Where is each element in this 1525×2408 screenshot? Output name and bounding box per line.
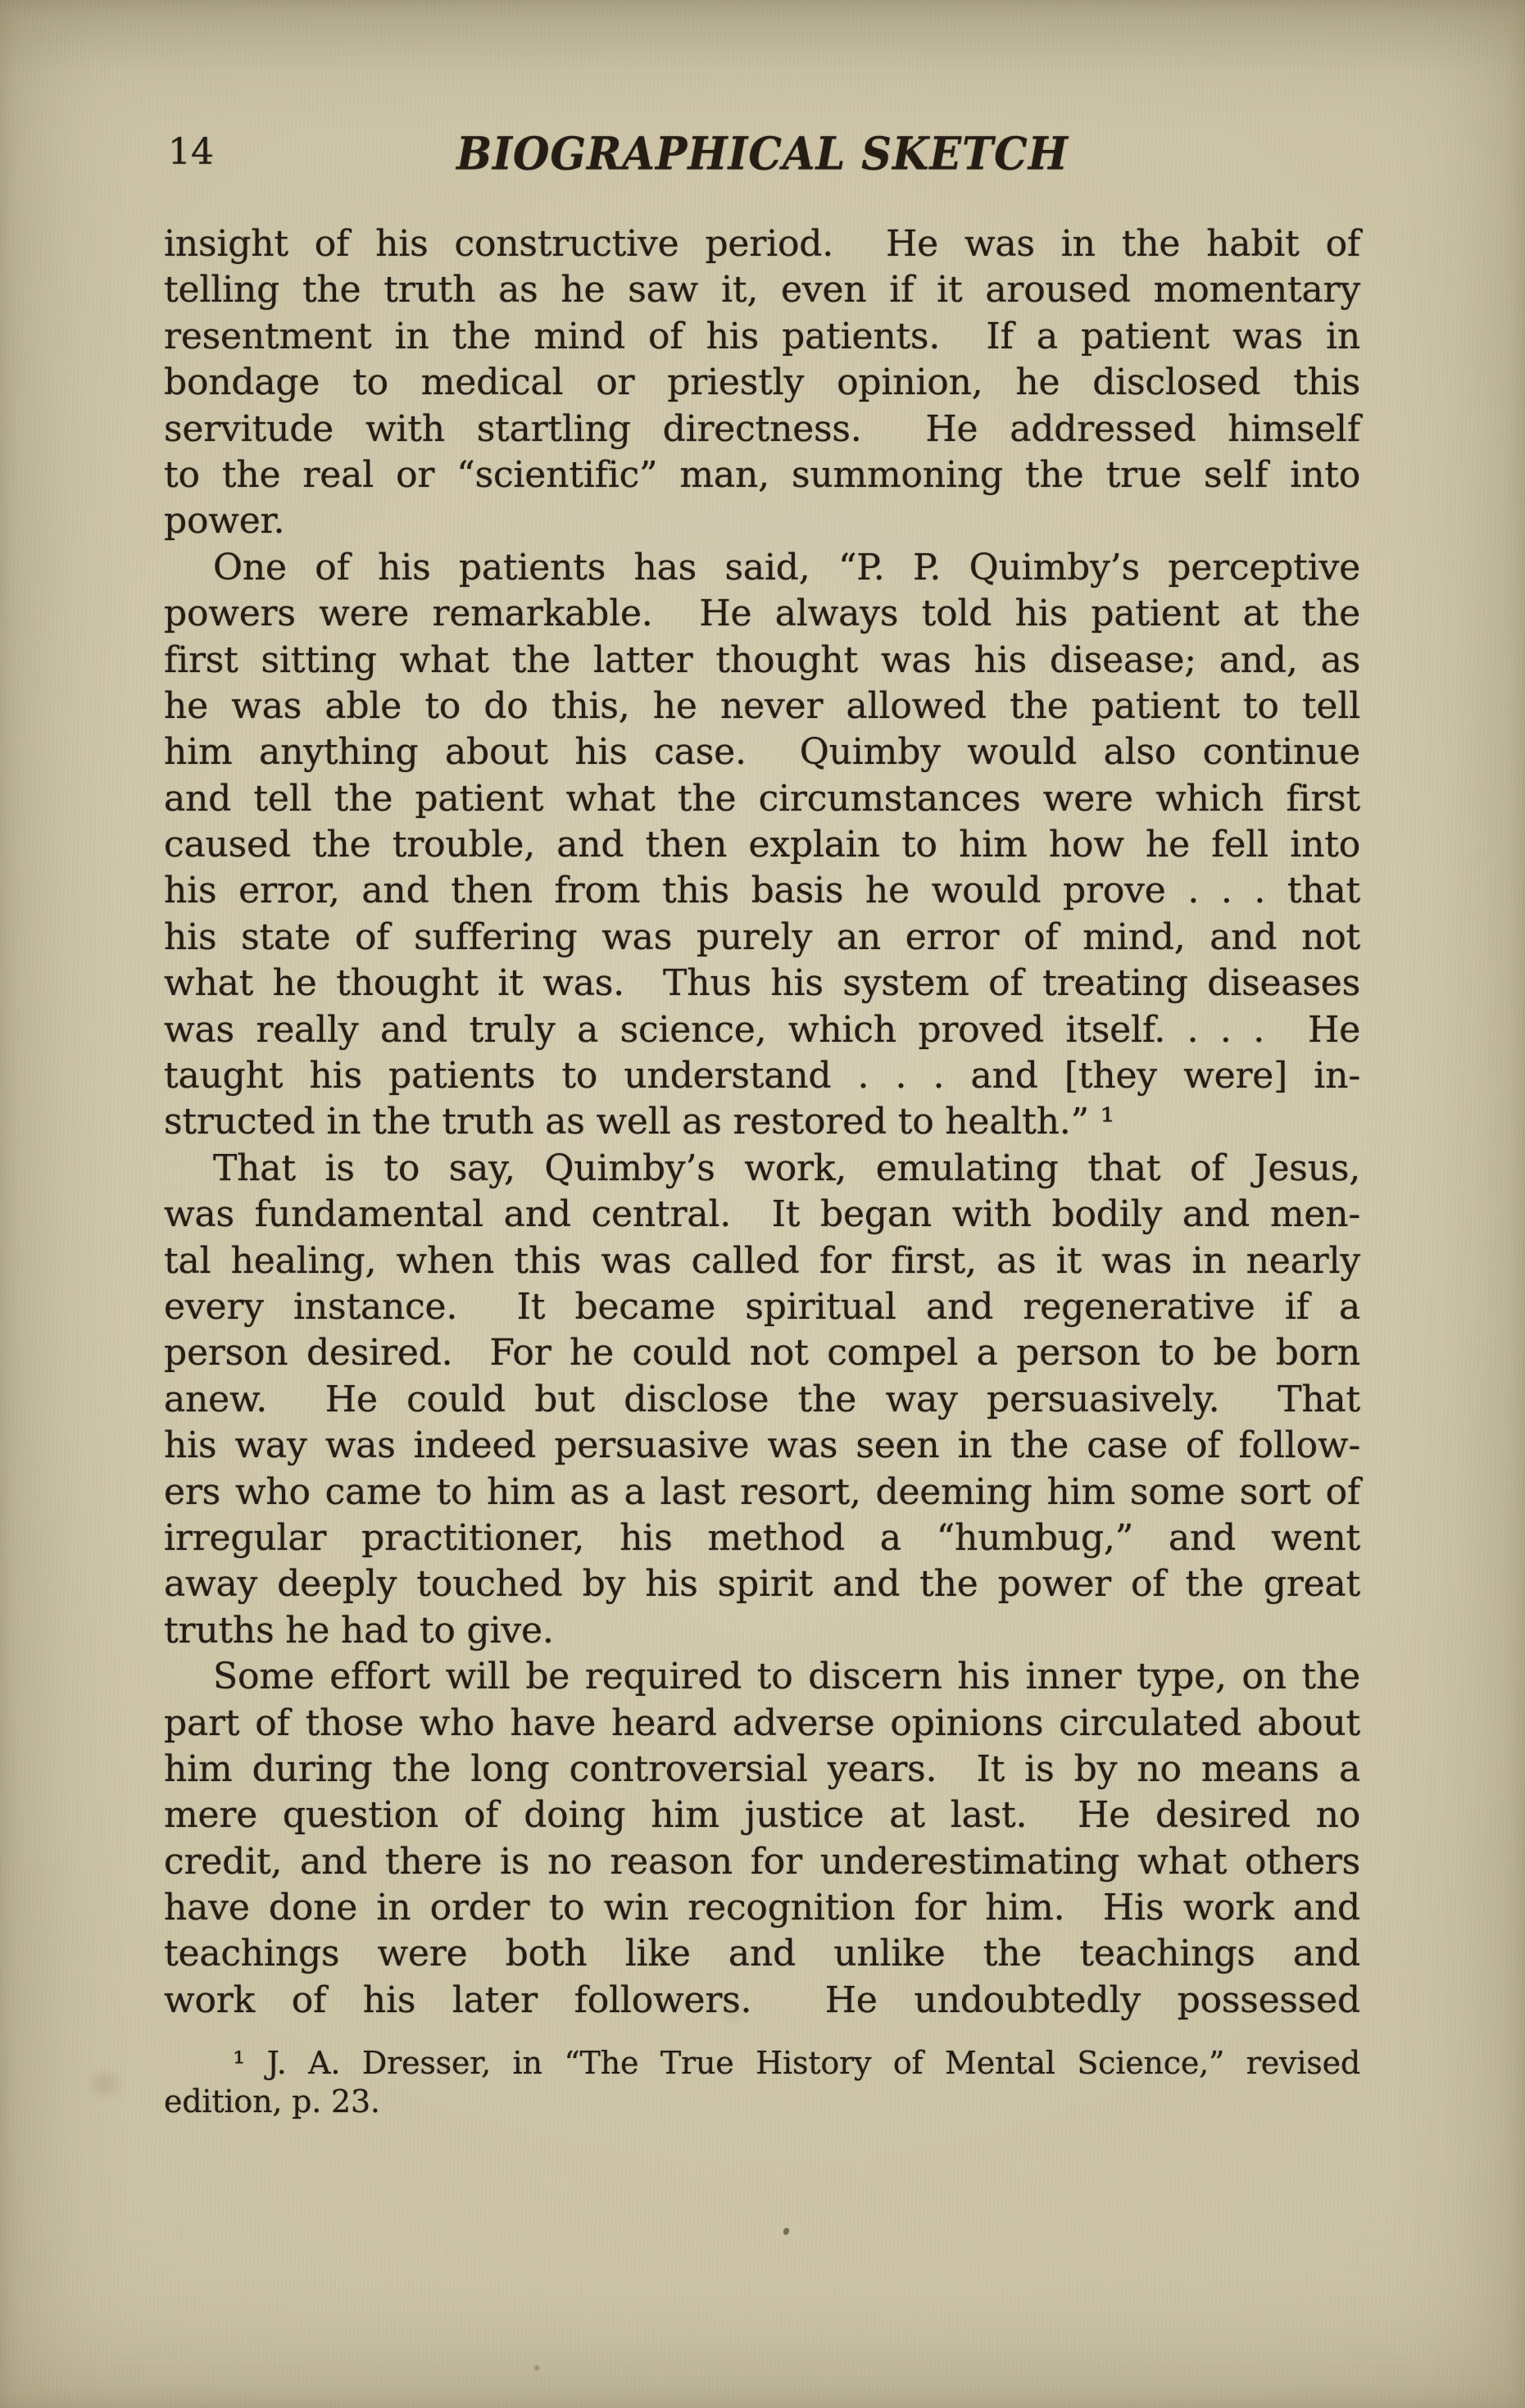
body-line: credit, and there is no reason for underestimating what others	[164, 1840, 1360, 1883]
body-line: him during the long controversial years. It is by no means a	[164, 1747, 1360, 1790]
body-line: he was able to do this, he never allowed the patient to tell	[164, 684, 1360, 727]
body-line: teachings were both like and unlike the teachings and	[164, 1933, 1360, 1975]
paper-speck	[783, 2227, 791, 2236]
body-line: have done in order to win recognition for him. His work and	[164, 1887, 1360, 1929]
body-line: tal healing, when this was called for first, as it was in nearly	[164, 1239, 1360, 1282]
body-line: person desired. For he could not compel a person to be born	[164, 1332, 1360, 1374]
body-line: was really and truly a science, which proved itself. . . . He	[164, 1008, 1360, 1051]
body-line: was fundamental and central. It began with bodily and men-	[164, 1193, 1360, 1236]
paper-speck	[534, 2365, 539, 2370]
body-line: power.	[164, 500, 285, 543]
body-line: resentment in the mind of his patients. If a patient was in	[164, 315, 1360, 357]
body-line: bondage to medical or priestly opinion, he disclosed this	[164, 361, 1360, 404]
body-line: servitude with startling directness. He addressed himself	[164, 407, 1360, 450]
body-line: ers who came to him as a last resort, deeming him some sort of	[164, 1470, 1360, 1513]
page-body	[164, 221, 1360, 2024]
body-line: Some effort will be required to discern his inner type, on the	[213, 1656, 1360, 1698]
running-head: BIOGRAPHICAL SKETCH	[456, 127, 1069, 181]
body-line: irregular practitioner, his method a “humbug,” and went	[164, 1516, 1360, 1559]
body-line: structed in the truth as well as restored to health.” ¹	[164, 1101, 1115, 1143]
footnote-line: ¹ J. A. Dresser, in “The True History of Mental Science,” revised	[233, 2045, 1360, 2081]
body-line: telling the truth as he saw it, even if it aroused momentary	[164, 269, 1360, 311]
body-line: first sitting what the latter thought was his disease; and, as	[164, 638, 1360, 681]
body-line: truths he had to give.	[164, 1609, 554, 1652]
body-line: insight of his constructive period. He was in the habit of	[164, 223, 1360, 265]
body-line: part of those who have heard adverse opinions circulated about	[164, 1702, 1360, 1744]
body-line: him anything about his case. Quimby would also continue	[164, 731, 1360, 774]
body-line: That is to say, Quimby’s work, emulating that of Jesus,	[213, 1147, 1360, 1189]
body-line: every instance. It became spiritual and regenerative if a	[164, 1285, 1360, 1328]
body-line: anew. He could but disclose the way persuasively. That	[164, 1378, 1360, 1420]
body-line: his state of suffering was purely an error of mind, and not	[164, 915, 1360, 958]
body-line: away deeply touched by his spirit and the power of the great	[164, 1563, 1360, 1606]
body-line: to the real or “scientific” man, summoning the true self into	[164, 453, 1360, 496]
body-line: his way was indeed persuasive was seen in the case of follow-	[164, 1424, 1360, 1467]
body-line: powers were remarkable. He always told his patient at the	[164, 593, 1360, 635]
page-number: 14	[168, 131, 214, 173]
body-line: One of his patients has said, “P. P. Quimby’s perceptive	[213, 546, 1360, 588]
footnote-line: edition, p. 23.	[164, 2083, 380, 2119]
body-line: what he thought it was. Thus his system of treating diseases	[164, 962, 1360, 1005]
body-line: work of his later followers. He undoubtedly possessed	[164, 1979, 1360, 2021]
footnote	[164, 2044, 1360, 2121]
page-header	[0, 129, 1525, 187]
body-line: his error, and then from this basis he would prove . . . that	[164, 870, 1360, 912]
body-line: taught his patients to understand . . . and [they were] in-	[164, 1055, 1360, 1097]
body-line: and tell the patient what the circumstances were which first	[164, 777, 1360, 820]
paper-speck	[92, 2074, 120, 2095]
body-line: mere question of doing him justice at last. He desired no	[164, 1794, 1360, 1837]
body-line: caused the trouble, and then explain to him how he fell into	[164, 824, 1360, 866]
